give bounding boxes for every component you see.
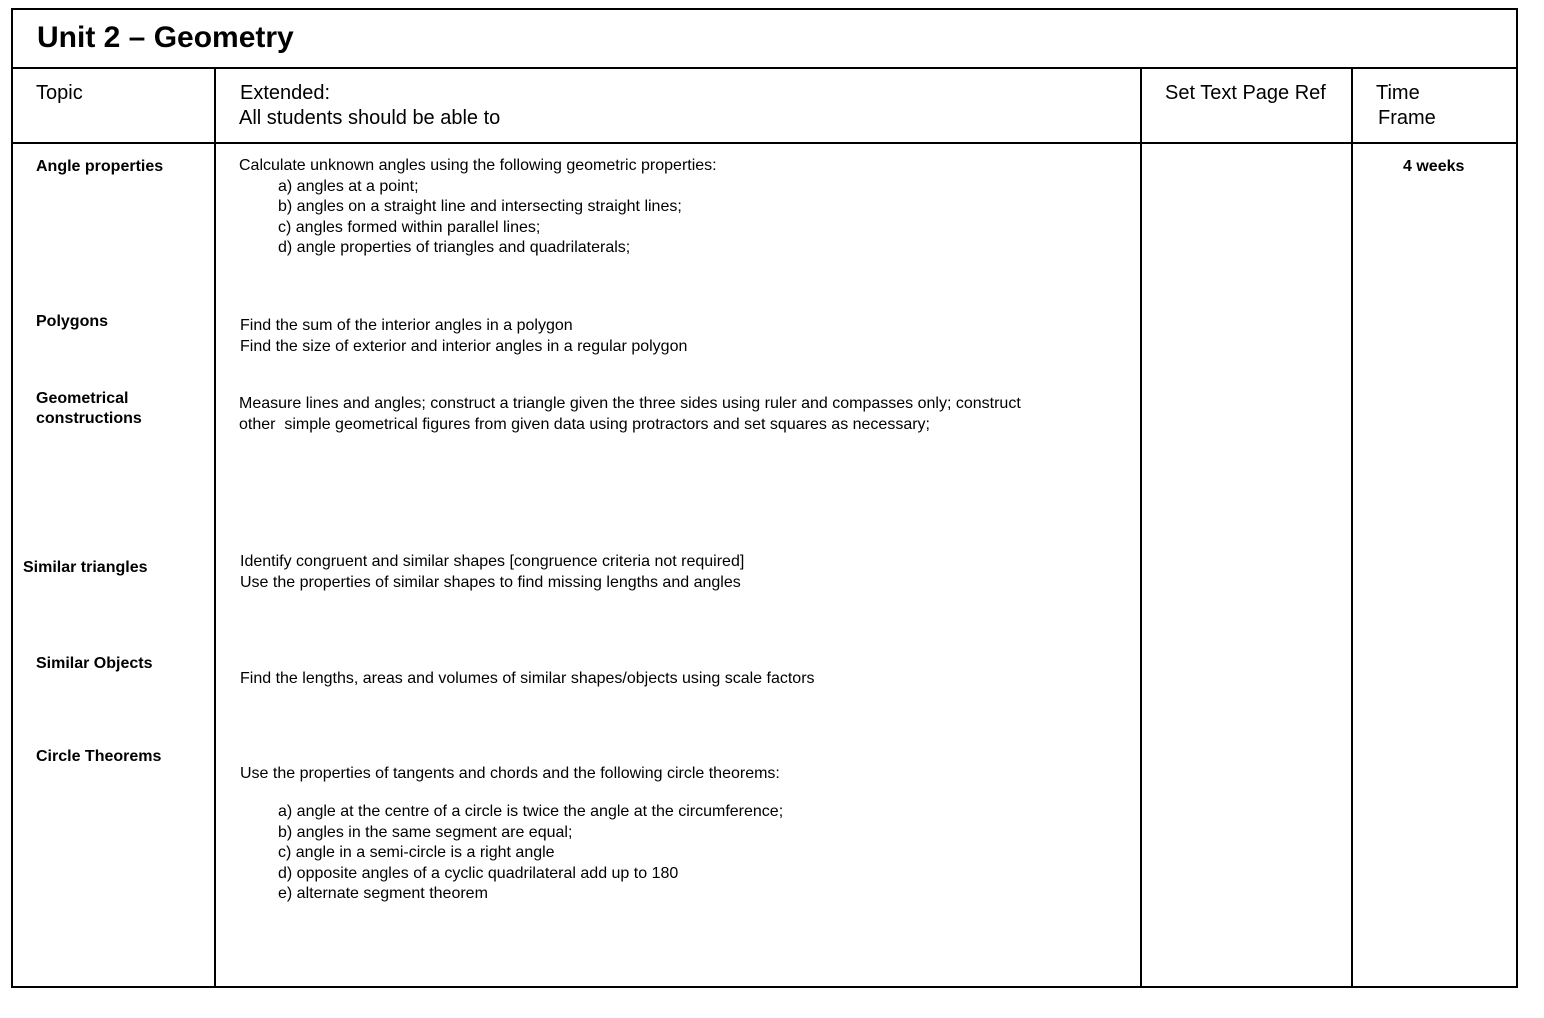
- constructions-line: other simple geometrical figures from given data using protractors and set squares as necessary;: [239, 415, 930, 433]
- page-title: Unit 2 – Geometry: [37, 21, 294, 54]
- topic-line: constructions: [36, 410, 142, 427]
- header-topic: Topic: [36, 82, 83, 104]
- similar-objects-description: [240, 669, 815, 690]
- circle-theorem-item: b) angles in the same segment are equal;: [278, 823, 573, 841]
- topic-circle-theorems: Circle Theorems: [36, 748, 162, 765]
- circle-theorem-item: e) alternate segment theorem: [278, 885, 488, 902]
- angle-properties-item: b) angles on a straight line and intersecting straight lines;: [278, 198, 682, 215]
- angle-properties-intro: Calculate unknown angles using the following geometric properties:: [239, 157, 717, 174]
- circle-theorems-list: [239, 802, 783, 905]
- angle-properties-description: [239, 156, 717, 259]
- similar-triangles-line: Identify congruent and similar shapes [congruence criteria not required]: [240, 553, 745, 570]
- circle-theorems-intro: Use the properties of tangents and chords and the following circle theorems:: [240, 765, 780, 782]
- column-divider-extended: [1140, 67, 1142, 986]
- topic-similar-triangles: Similar triangles: [23, 559, 148, 576]
- column-divider-settext: [1351, 67, 1353, 986]
- topic-angle-properties: Angle properties: [36, 158, 164, 175]
- topic-geometrical-constructions: [36, 388, 142, 429]
- similar-triangles-line: Use the properties of similar shapes to find missing lengths and angles: [240, 573, 741, 591]
- circle-theorem-item: c) angle in a semi-circle is a right angle: [278, 844, 555, 861]
- circle-theorem-item: a) angle at the centre of a circle is twice the angle at the circumference;: [278, 803, 784, 820]
- header-time-line1: Time: [1376, 82, 1420, 104]
- angle-properties-item: d) angle properties of triangles and quadrilaterals;: [278, 239, 631, 256]
- angle-properties-item: c) angles formed within parallel lines;: [278, 218, 541, 236]
- polygons-description: [240, 316, 687, 357]
- header-set-text-page-ref: Set Text Page Ref: [1165, 82, 1326, 104]
- time-frame-value: 4 weeks: [1403, 158, 1465, 175]
- topic-line: Geometrical: [36, 390, 129, 407]
- constructions-description: [239, 394, 1021, 435]
- header-time-line2: Frame: [1378, 107, 1436, 129]
- polygons-line: Find the sum of the interior angles in a polygon: [240, 317, 573, 334]
- similar-triangles-description: [240, 552, 744, 593]
- header-divider: [13, 142, 1516, 144]
- polygons-line: Find the size of exterior and interior angles in a regular polygon: [240, 337, 688, 355]
- angle-properties-item: a) angles at a point;: [278, 177, 419, 195]
- column-divider-topic: [214, 67, 216, 986]
- similar-objects-line: Find the lengths, areas and volumes of similar shapes/objects using scale factors: [240, 670, 815, 687]
- header-extended-line2: All students should be able to: [239, 107, 501, 129]
- topic-polygons: Polygons: [36, 313, 109, 330]
- constructions-line: Measure lines and angles; construct a triangle given the three sides using ruler and compasses only; construct: [239, 395, 1021, 412]
- topic-similar-objects: Similar Objects: [36, 655, 153, 672]
- circle-theorem-item: d) opposite angles of a cyclic quadrilateral add up to 180: [278, 864, 679, 882]
- header-extended-line1: Extended:: [240, 82, 331, 104]
- title-divider: [13, 67, 1516, 69]
